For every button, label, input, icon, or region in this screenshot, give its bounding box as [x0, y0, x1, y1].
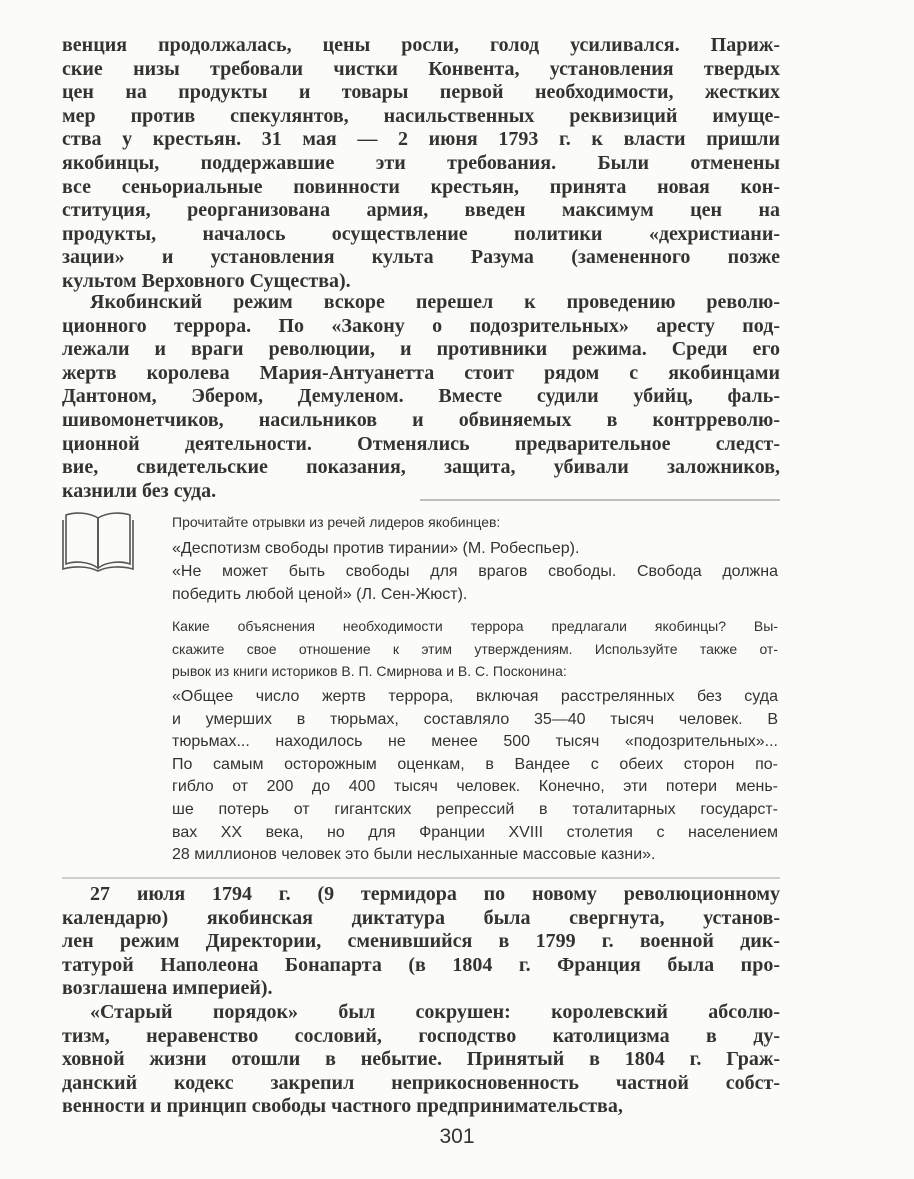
- text-line: жертв королева Мария-Антуанетта стоит рядом с якобинцами: [62, 361, 780, 384]
- box-bottom-divider: [62, 877, 780, 879]
- text-line: все сеньориальные повинности крестьян, принята новая кон-: [62, 175, 780, 198]
- text-line: мер против спекулянтов, насильственных реквизиций имуще-: [62, 104, 780, 127]
- text-line: По самым осторожным оценкам, в Вандее с обеих сторон по-: [172, 755, 778, 773]
- text-line: ционной деятельности. Отменялись предварительное следст-: [62, 432, 780, 455]
- text-line: 27 июля 1794 г. (9 термидора по новому революционному: [90, 883, 780, 905]
- text-line: «Деспотизм свободы против тирании» (М. Робеспьер).: [172, 540, 580, 557]
- text-line: тюрьмах... находилось не менее 500 тысяч «подозрительных»...: [172, 733, 778, 751]
- text-line: гибло от 200 до 400 тысяч человек. Конечно, эти потери мень-: [172, 778, 778, 796]
- text-line: Дантоном, Эбером, Демуленом. Вместе судили убийц, фаль-: [62, 385, 780, 408]
- text-line: скажите свое отношение к этим утверждениям. Используйте также от-: [172, 640, 778, 657]
- text-line: Якобинский режим вскоре перешел к проведению револю-: [90, 291, 780, 313]
- text-line: Какие объяснения необходимости террора предлагали якобинцы? Вы-: [172, 618, 778, 634]
- box-quotes: [172, 537, 778, 606]
- text-line: Прочитайте отрывки из речей лидеров якобинцев:: [172, 514, 501, 530]
- text-line: казнили без суда.: [62, 479, 217, 502]
- text-line: якобинцы, поддержавшие эти требования. Были отменены: [62, 151, 780, 174]
- text-line: цен на продукты и товары первой необходимости, жестких: [62, 81, 780, 104]
- text-line: ства у крестьян. 31 мая — 2 июня 1793 г. к власти пришли: [62, 128, 780, 151]
- paragraph-1: [62, 34, 780, 294]
- text-line: шивомонетчиков, насильников и обвиняемых в контрреволю-: [62, 408, 780, 431]
- text-line: возглашена империей).: [62, 977, 273, 1000]
- text-line: ские низы требовали чистки Конвента, установления твердых: [62, 57, 780, 80]
- text-line: «Не может быть свободы для врагов свободы. Свобода должна: [172, 563, 778, 580]
- text-line: рывок из книги историков В. П. Смирнова и В. С. Посконина:: [172, 663, 567, 679]
- text-line: вие, свидетельские показания, защита, убивали заложников,: [62, 456, 780, 479]
- paragraph-2: [62, 291, 780, 503]
- text-line: 28 миллионов человек это были неслыханные массовые казни».: [172, 846, 656, 864]
- page-number: 301: [439, 1125, 475, 1148]
- text-line: календарю) якобинская диктатура была свергнута, установ-: [62, 906, 780, 929]
- text-line: тизм, неравенство сословий, господство католицизма в ду-: [62, 1024, 780, 1047]
- text-line: вах XX века, но для Франции XVIII столетия с населением: [172, 823, 778, 841]
- text-line: ховной жизни отошли в небытие. Принятый в 1804 г. Граж-: [62, 1048, 780, 1071]
- text-line: зации» и установления культа Разума (замененного позже: [62, 246, 780, 269]
- text-line: «Общее число жертв террора, включая расстрелянных без суда: [172, 688, 778, 705]
- text-line: венности и принцип свободы частного предпринимательства,: [62, 1095, 623, 1118]
- text-line: культом Верховного Существа).: [62, 269, 351, 292]
- text-line: татурой Наполеона Бонапарта (в 1804 г. Франция была про-: [62, 953, 780, 976]
- text-line: ционного террора. По «Закону о подозрительных» аресту под-: [62, 314, 780, 337]
- box-question: [172, 615, 778, 683]
- text-line: венция продолжалась, цены росли, голод усиливался. Париж-: [62, 34, 780, 56]
- box-excerpt: [172, 686, 778, 867]
- box-intro: [172, 510, 778, 534]
- text-line: лежали и враги революции, и противники режима. Среди его: [62, 338, 780, 361]
- open-book-icon: [60, 508, 136, 574]
- text-line: ституция, реорганизована армия, введен максимум цен на: [62, 199, 780, 222]
- text-line: данский кодекс закрепил неприкосновенность частной собст-: [62, 1071, 780, 1094]
- box-top-divider: [420, 499, 780, 501]
- text-line: ше потерь от гигантских репрессий в тоталитарных государст-: [172, 800, 778, 818]
- text-line: победить любой ценой» (Л. Сен-Жюст).: [172, 586, 468, 603]
- paragraph-3: [62, 883, 780, 1119]
- text-line: «Старый порядок» был сокрушен: королевский абсолю-: [90, 1000, 780, 1023]
- text-line: и умерших в тюрьмах, составляло 35—40 тысяч человек. В: [172, 710, 778, 728]
- text-line: лен режим Директории, сменившийся в 1799 г. военной дик-: [62, 930, 780, 953]
- text-line: продукты, началось осуществление политики «дехристиани-: [62, 222, 780, 245]
